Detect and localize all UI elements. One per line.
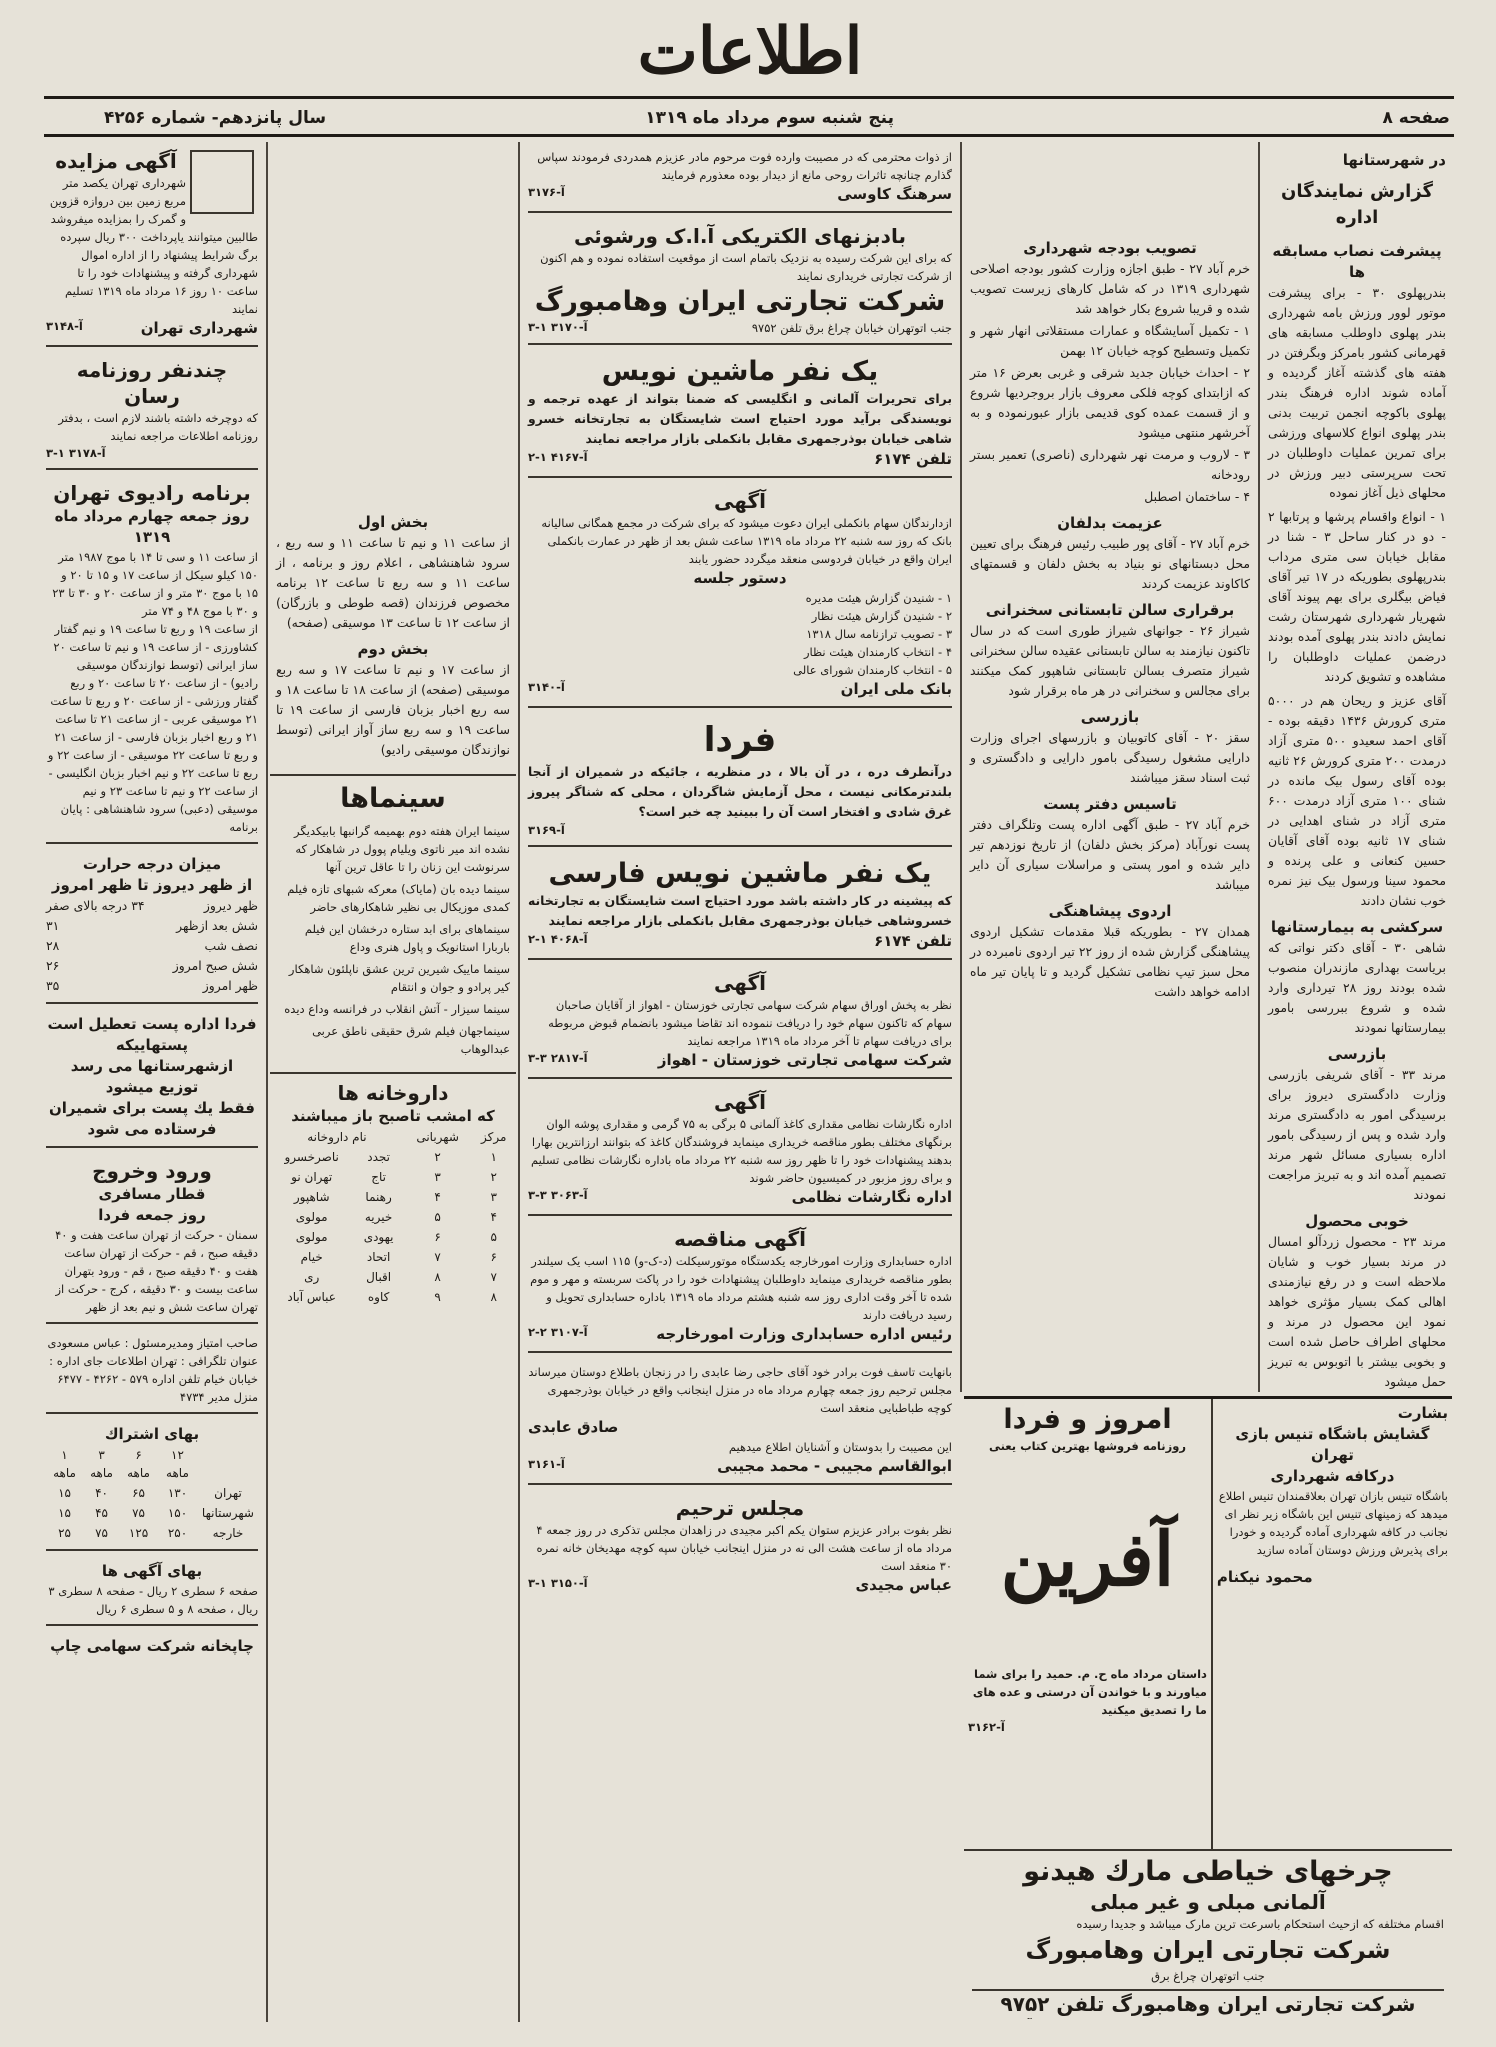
table-cell: ۷ xyxy=(434,1250,441,1264)
book-ad-ref: آ-۳۱۶۲ xyxy=(968,1720,1005,1734)
column-regional-news xyxy=(1262,142,1452,1392)
table-cell: تهران نو xyxy=(291,1170,333,1184)
ad-khuzestan xyxy=(528,970,952,1079)
page-number: صفحه ۸ xyxy=(1382,108,1450,128)
ad-text: ازدارندگان سهام بانکملی ایران دعوت میشود که برای شرکت در مجمع همگانی سالیانه بانک که روز سه شنبه ۲۲ مرداد ماه ۱۳۱۹ ساعت شش بعد از ظهر در عمارت بانکملی ایران واقع در خیابان فردوسی منعقد میگردد حضور یابند xyxy=(541,516,952,566)
table-cell: ۴ xyxy=(434,1190,441,1204)
ad-ref: ۳-۱ ۳۱۷۰-آ xyxy=(528,320,588,334)
tennis-signature: محمود نیکنام xyxy=(1216,1568,1313,1586)
temperature-label: نصف شب xyxy=(204,938,258,953)
temperature-label: شش صبح امروز xyxy=(172,958,258,973)
temperature-row xyxy=(46,976,258,996)
table-cell: مولوی xyxy=(295,1230,328,1244)
travel-subtitle: روز جمعه فردا xyxy=(98,1206,206,1224)
temperature-box xyxy=(46,854,258,1004)
ad-ref: ۳-۳ ۲۸۱۷-آ xyxy=(528,1051,588,1065)
list-item: ۳ - لاروب و مرمت نهر شهرداری (ناصری) تعمیر بستر رودخانه xyxy=(970,447,1250,482)
table-cell: ۱۵۰ xyxy=(167,1506,188,1520)
ad-ref: ۲-۱ ۴۱۶۷-آ xyxy=(528,450,588,464)
radio-frequencies: از ساعت ۱۱ و سی تا ۱۴ با موج ۱۹۸۷ متر ۱۵۰ کیلو سیکل از ساعت ۱۷ و ۱۵ تا ۲۰ و ۱۵ با موج ۳۰ متر و از ساعت ۲۰ و ۳۰ تا ۲۳ و ۳۰ با موج ۴۸ و ۷۴ متر xyxy=(52,550,258,618)
ad-rates-title: بهای آگهی ها xyxy=(101,1562,203,1580)
table-cell: ۷۵ xyxy=(132,1506,145,1520)
ad-memorial xyxy=(528,1495,952,1602)
table-cell: ۱۵ xyxy=(58,1486,71,1500)
travel-title: ورود وخروج xyxy=(92,1159,212,1183)
newspaper-boys-notice xyxy=(46,357,258,470)
ad-ref: ۳۱۴۰-آ xyxy=(528,680,565,694)
article-text: سقز ۲۰ - آقای کاتوبیان و بازرسهای اجرای وزارت دارایی مشغول رسیدگی بامور دارایی و دادگستری و ثبت اسناد سقز میباشند xyxy=(970,730,1250,785)
temperature-value: ۳۱ xyxy=(46,918,60,933)
pharmacy-title: داروخانه ها xyxy=(270,1072,516,1106)
agenda-item: ۴ - انتخاب کارمندان هیئت نظار xyxy=(803,645,952,659)
agenda-item: ۵ - انتخاب کارمندان شورای عالی xyxy=(793,663,952,677)
ad-phone: تلفن ۶۱۷۴ xyxy=(874,932,952,950)
pharmacy-table xyxy=(270,1127,516,1307)
article-text: شاهی ۳۰ - آقای دکتر نواتی که بریاست بهداری مازندران منصوب شده بودند روز ۲۸ تیرداری وارد شده و شروع ببررسی بامور بیمارستانها نمودند xyxy=(1268,940,1446,1035)
table-header: نام داروخانه xyxy=(307,1130,367,1144)
table-cell: خیام xyxy=(300,1250,323,1264)
post-title: فردا اداره پست تعطیل است xyxy=(47,1015,257,1033)
table-cell: ۱۵ xyxy=(58,1506,71,1520)
ad-rates-text: صفحه ۶ سطری ۲ ریال - صفحه ۸ سطری ۳ ریال ، صفحه ۸ و ۵ سطری ۶ ریال xyxy=(48,1584,258,1616)
book-ad-title: امروز و فردا xyxy=(1003,1404,1172,1435)
subheading: بازرسی xyxy=(1327,1045,1387,1063)
column-notices xyxy=(40,142,264,2022)
travel-text: سمنان - حرکت از تهران ساعت هفت و ۴۰ دقیقه صبح ، قم - حرکت از تهران ساعت هفت و ۴۰ دقیقه صبح ، قم - ورود بتهران ساعت بیست و ۳۰ دقیقه ، کرج - حرکت از تهران ساعت شش و نیم بعد از ظهر xyxy=(55,1228,258,1314)
book-ad-subtitle: روزنامه فروشها بهترین کتاب یعنی xyxy=(988,1439,1186,1453)
notice-signature: سرهنگ کاوسی xyxy=(837,185,952,203)
temperature-value: ۲۶ xyxy=(46,958,60,973)
ad-text: برای تحریرات آلمانی و انگلیسی که ضمنا بتواند از عهده ترجمه و نویسندگی برآید مورد احتیاج است شایستگان به تجارتخانه خسرو شاهی خیابان بوذرجمهری مقابل بانکملی بازار مراجعه نمایند xyxy=(528,391,952,446)
subheading: عزیمت بدلفان xyxy=(1057,514,1163,532)
article-text: مرند ۳۳ - آقای شریفی بازرسی وزارت دادگستری دیروز برای برسیدگی امور به دادگستری مرند وارد شده و پس از رسیدگی بامور اداره بسیاری مسائل شهر مرند تصمیم آمده اند و به تبریز مراجعت نمودند xyxy=(1268,1067,1446,1202)
table-cell: ۳ xyxy=(434,1170,441,1184)
list-item: ۲ - احداث خیابان جدید شرقی و غربی بعرض ۱۶ متر که ازابتدای کوچه فلکی معروف بازار بروجردیها شروع و از قسمت عمده کوی قدیمی بازار عبورنموده و به آخرشهر منتهی میشود xyxy=(970,365,1250,440)
ad-tender xyxy=(528,1226,952,1353)
ad-text: درآنطرف دره ، در آن بالا ، در منظریه ، جائیکه در شمیران از آنجا بلندترمکانی نیست ، محل آزمایش شاگردان ، محلی که شناگر پیروز غرق شادی و افتخار است آن را ببینید چه خبر است؟ xyxy=(528,764,952,819)
table-header: ۱۲ ماهه xyxy=(166,1448,189,1480)
temperature-row xyxy=(46,896,258,916)
radio-text: از ساعت ۱۱ و نیم تا ساعت ۱۱ و سه ربع ، سرود شاهنشاهی ، اعلام روز و برنامه ، از ساعت ۱۱ و سه ربع تا ساعت ۱۲ برنامه مخصوص فرزندان (قصه طوطی و بازرگان) از ساعت ۱۲ تا ساعت ۱۳ موسیقی (صفحه) xyxy=(276,535,510,630)
issue-number: سال پانزدهم- شماره ۴۲۵۶ xyxy=(104,108,327,128)
sewing-text: اقسام مختلفه که ازحیث استحکام باسرعت ترین مارک میباشد و جدیدا رسیده xyxy=(1076,1917,1444,1931)
ad-signature: اداره نگارشات نظامی xyxy=(791,1188,952,1206)
column-advertisements xyxy=(522,142,958,2022)
table-row xyxy=(270,1287,516,1307)
ad-signature: ابوالقاسم مجیبی - محمد مجیبی xyxy=(717,1457,952,1475)
article-text: بندرپهلوی ۳۰ - برای پیشرفت موتور لوور ورزش بامه شهرداری بندر پهلوی داوطلب مسابقه های قهرمانی کشور بامرکز وبگرفتن در هفته های گذشته آغاز گردیده و آماده شوند اداره فرهنگ بندر پهلوی باکوچه انجمن تربیت بدنی بندر پهلوی انواع کلاسهای ورزشی برای تمرین عملیات داوطلبان در تحت سرپرستی دبیر ورزش در محلهای ذیل آغاز نموده xyxy=(1268,285,1446,500)
subscription-title: بهای اشتراك xyxy=(104,1425,200,1443)
book-ad-text: داستان مرداد ماه ح. م. حمید را برای شما میاورند و با خواندن آن درستی و عده های ما را تصدیق میکنید xyxy=(972,1667,1207,1717)
ad-subtitle: دستور جلسه xyxy=(693,569,787,587)
table-cell: خیریه xyxy=(364,1210,393,1224)
auction-notice xyxy=(46,148,258,347)
subheading: پیشرفت نصاب مسابقه ها xyxy=(1272,242,1442,281)
column-city-news xyxy=(964,142,1256,1392)
table-header: ۶ ماهه xyxy=(127,1448,150,1480)
ad-ref: آ-۳۱۶۱ xyxy=(528,1457,565,1471)
ad-tomorrow xyxy=(528,718,952,847)
table-cell: یهودی xyxy=(363,1230,394,1244)
table-cell: ناصرخسرو xyxy=(284,1150,339,1164)
ad-ref: آ-۳۱۶۹ xyxy=(528,823,565,837)
table-row xyxy=(46,1503,258,1523)
table-cell: ۸ xyxy=(434,1270,441,1284)
table-cell: تهران xyxy=(214,1486,242,1500)
table-cell: ۷ xyxy=(490,1270,497,1284)
cinema-item: سینما ماییک شیرین ترین عشق ناپلئون شاهکار کیر پرادو و جوان و انتقام xyxy=(288,962,510,994)
post-line: فرستاده می شود xyxy=(87,1120,217,1138)
notice-title: چندنفر روزنامه رسان xyxy=(76,358,228,408)
notice-signature: شهرداری تهران xyxy=(140,319,258,337)
temperature-row xyxy=(46,916,258,936)
article-text: همدان ۲۷ - بطوریکه قبلا مقدمات تشکیل اردوی پیشاهنگی گزارش شده از روز ۲۲ تیر اردوی نامبرده در محل سبز تیپ نظامی تشکیل گردید و تا پایان تیر ماه ادامه خواهد داشت xyxy=(970,924,1250,999)
masthead-rule xyxy=(44,96,1454,99)
travel-box xyxy=(46,1158,258,1324)
masthead-title: اطلاعات xyxy=(637,14,863,89)
table-cell: ۴۵ xyxy=(95,1506,108,1520)
subheading: تصویب بودجه شهرداری xyxy=(1023,239,1197,257)
ad-text: این مصیبت را بدوستان و آشنایان اطلاع میدهیم xyxy=(728,1440,952,1454)
ad-rates-box xyxy=(46,1561,258,1626)
cinema-item: سینما سیزار - آتش انقلاب در فرانسه وداع دیده xyxy=(284,1002,510,1016)
sewing-address: جنب اتوتهران چراغ برق xyxy=(1151,1969,1265,1983)
table-row xyxy=(270,1267,516,1287)
tennis-subtitle: درکافه شهرداری xyxy=(1270,1467,1395,1485)
subheading: تاسیس دفتر پست xyxy=(1043,795,1177,813)
ad-text: اداره حسابداری وزارت امورخارجه یکدستگاه موتورسیکلت (د-ک-و) ۱۱۵ اسب یک سیلندر بطور مناقصه خریداری مینماید داوطلبان پیشنهادات خود را در پاکت سربسته و مهر و موم شده تا آخر وقت اداری روز سه شنبه هشتم مرداد ماه ۱۳۱۹ باداره حسابداری تحویل و رسید دریافت دارند xyxy=(530,1254,952,1322)
footer-ref xyxy=(972,2017,1444,2019)
column-divider xyxy=(266,142,268,2022)
article-text: خرم آباد ۲۷ - طبق آگهی اداره پست وتلگراف دفتر پست نورآباد (مرکز بخش دلفان) از تاریخ نوزدهم تیر دایر شده و امور پستی و مراسلات سیاری آن دایر میباشد xyxy=(970,817,1250,892)
list-item: ۴ - ساختمان اصطبل xyxy=(1144,489,1250,504)
headline: گزارش نمایندگان اداره xyxy=(1281,181,1433,228)
temperature-title: میزان درجه حرارت xyxy=(82,855,222,873)
ad-title: بادبزنهای الکتریکی آ.ا.ک ورشوئی xyxy=(574,224,906,248)
subheading: بخش اول xyxy=(357,513,429,531)
table-cell: ۴ xyxy=(490,1210,497,1224)
table-cell: ۱۳۰ xyxy=(167,1486,188,1500)
agenda-item: ۱ - شنیدن گزارش هیئت مدیره xyxy=(805,591,952,605)
table-row xyxy=(270,1167,516,1187)
article-text: شیراز ۲۶ - جوانهای شیراز طوری است که در سال تاکنون نیازمند به سالن تابستانی عقیده سالن سخنرانی شیراز متصرف بسالن تابستانی شاهپور کمک میکنند برای مجالس و سخنرانی در هر ماه برقرار شود xyxy=(970,623,1250,698)
list-item: ۱ - تکمیل آسایشگاه و عمارات مستقلاتی انهار شهر و تکمیل وتسطیح کوچه خیابان ۱۲ بهمن xyxy=(970,323,1250,358)
post-subtitle: پستهاییکه xyxy=(115,1036,189,1054)
subheading: برقراری سالن تابستانی سخنرانی xyxy=(985,601,1235,619)
table-cell: ۹ xyxy=(434,1290,441,1304)
notice-ref: ۳-۱ ۳۱۷۸-آ xyxy=(46,446,106,460)
table-cell: ری xyxy=(304,1270,320,1284)
ad-text: نظر به پخش اوراق سهام شرکت سهامی تجارتی خوزستان - اهواز از آقایان صاحبان سهام که تاکنون سهام خود را دریافت ننموده اند تقاضا میشود بانضمام قبوض مربوطه برای دریافت سهام تا آخر مرداد ماه ۱۳۱۹ مراجعه نمایند xyxy=(548,998,952,1048)
notice-text: شهرداری تهران یکصد متر مربع زمین بین دروازه قزوین و گمرک را بمزایده میفروشد طالبین میتوانند یاپرداخت ۳۰۰ ریال سپرده برگ شرایط پیشنهاد را از اداره اموال شهرداری گرفته و پیشنهادات خود را تا ساعت ۱۰ روز ۱۶ مرداد ماه ۱۳۱۹ تسلیم نمایند xyxy=(49,176,258,316)
table-cell: ۶ xyxy=(490,1250,497,1264)
notice-ref: آ-۳۱۴۸ xyxy=(46,319,83,333)
table-cell: ۵ xyxy=(490,1230,497,1244)
ad-title: آگهی xyxy=(714,489,766,513)
book-ad xyxy=(964,1399,1211,1849)
table-cell: ۷۵ xyxy=(95,1526,108,1540)
post-line: ازشهرستانها می رسد xyxy=(70,1057,234,1075)
radio-schedule: از ساعت ۱۹ و ربع تا ساعت ۱۹ و نیم گفتار کشاورزی - از ساعت ۱۹ و نیم تا ساعت ۲۰ ساز ایرانی (توسط نوازندگان موسیقی رادیو) - از ساعت ۲۰ تا ساعت ۲۰ و ربع گفتار ورزشی - از ساعت ۲۰ و ربع تا ساعت ۲۱ موسیقی عربی - از ساعت ۲۱ تا ساعت ۲۱ و ربع اخبار بزبان فارسی - از ساعت ۲۱ و ربع تا ساعت ۲۲ موسیقی - از ساعت ۲۲ و ربع تا ساعت ۲۲ و نیم اخبار بزبان انگلیسی - از ساعت ۲۲ و نیم تا ساعت ۲۳ و نیم موسیقی (دعبی) سرود شاهنشاهی : پایان برنامه xyxy=(47,622,258,834)
book-title: آفرین xyxy=(1000,1517,1175,1603)
table-cell: ۱ xyxy=(490,1150,497,1164)
article-text: خرم آباد ۲۷ - آقای پور طبیب رئیس فرهنگ برای تعیین محل دبستانهای نو بنیاد به بخش دلفان و قسمتهای کاکاوند عزیمت کردند xyxy=(970,536,1250,591)
pharmacy-subtitle: که امشب تاصبح باز میباشند xyxy=(291,1107,495,1125)
temperature-row xyxy=(46,936,258,956)
temperature-value: ۳۴ درجه بالای صفر xyxy=(46,898,145,913)
subscription-table xyxy=(46,1445,258,1543)
notice-condolence xyxy=(528,148,952,213)
notice-ref: آ-۳۱۷۶ xyxy=(528,185,565,199)
table-cell: عباس آباد xyxy=(287,1290,336,1304)
column-divider xyxy=(518,142,520,2022)
radio-program xyxy=(46,480,258,844)
cinema-item: سینماجهان فیلم شرق حقیقی ناطق عربی عبدالوهاب xyxy=(312,1024,510,1056)
table-row xyxy=(46,1483,258,1503)
sewing-machine-ad xyxy=(964,1851,1452,2019)
table-cell: ۲ xyxy=(434,1150,441,1164)
cinema-item: سینماهای برای ابد ستاره درخشان این فیلم باربارا استانویک و پاول هنری وداع xyxy=(304,922,510,954)
dateline xyxy=(44,104,1454,134)
post-notice xyxy=(46,1014,258,1148)
ad-text: نظر بفوت برادر عزیزم ستوان یکم اکبر مجیدی در زاهدان مجلس تذکری در روز جمعه ۴ مرداد ماه از ساعت هشت الی نه در منزل اینجانب خیابان سپه کوچه مهدیخان خانه نمره ۳۰ منعقد است xyxy=(536,1523,952,1573)
article-text: خرم آباد ۲۷ - طبق اجازه وزارت کشور بودجه اصلاحی شهرداری ۱۳۱۹ در که شامل کارهای زیرست تصویب شده و قریبا شروع بکار خواهد شد xyxy=(970,261,1251,316)
ad-ref: ۳-۱ ۳۱۵۰-آ xyxy=(528,1576,588,1590)
column-divider xyxy=(1258,142,1260,1392)
table-cell: شهرستانها xyxy=(201,1506,254,1520)
subscription-box xyxy=(46,1424,258,1551)
footer-company: شرکت تجارتی ایران وهامبورگ تلفن ۹۷۵۲ xyxy=(972,1989,1444,2017)
table-cell: ۱۲۵ xyxy=(128,1526,149,1540)
ad-persian-typist xyxy=(528,857,952,960)
notice-title: آگهی مزایده xyxy=(55,149,177,173)
tennis-text: باشگاه تنیس بازان تهران بعلاقمندان تنیس اطلاع میدهد که زمینهای تنیس این باشگاه زیر نظر ای نجانب در کافه شهرداری آماده گردیده و خودرا برای پذیرش ورزش دوستان آماده سازید xyxy=(1218,1489,1448,1557)
ad-title: یک نفر ماشین نویس xyxy=(601,356,879,387)
cinema-title: سینماها xyxy=(270,774,516,816)
article-text: مرند ۲۳ - محصول زردآلو امسال در مرند بسیار خوب و شایان ملاحظه است و در رفع نیازمندی اهالی کمک بسیار مؤثری خواهد نمود این محصول در مرند و محلهای اطراف حاصل شده است و بخوبی بیشتر با اتوبوس به تبریز حمل میشود xyxy=(1268,1234,1446,1389)
table-row xyxy=(270,1227,516,1247)
travel-subtitle: قطار مسافری xyxy=(98,1185,206,1203)
temperature-value: ۳۵ xyxy=(46,978,60,993)
table-row xyxy=(270,1207,516,1227)
table-cell: تجدد xyxy=(367,1150,390,1164)
table-cell: تاج xyxy=(371,1170,386,1184)
table-header: شهربانی xyxy=(416,1130,459,1144)
table-cell: ۸ xyxy=(490,1290,497,1304)
ad-text: بانهایت تاسف فوت برادر خود آقای حاجی رضا عابدی را در زنجان باطلاع دوستان میرساند مجلس ترحیم روز جمعه چهارم مرداد ماه در منزل اینجانب واقع در خیابان بوذرجمهری کوچه طباطبایی منعقد است xyxy=(528,1365,952,1415)
ad-ref: ۲-۱ ۴۰۶۸-آ xyxy=(528,932,588,946)
table-cell: ۵ xyxy=(434,1210,441,1224)
table-row xyxy=(270,1147,516,1167)
table-cell: ۳ xyxy=(490,1190,497,1204)
table-row xyxy=(270,1187,516,1207)
ad-condolence-abedi xyxy=(528,1363,952,1485)
temperature-label: شش بعد ازظهر xyxy=(176,918,258,933)
table-cell: خارجه xyxy=(212,1526,244,1540)
table-cell: کاوه xyxy=(367,1290,390,1304)
radio-text: از ساعت ۱۷ و نیم تا ساعت ۱۷ و سه ربع موسیقی (صفحه) از ساعت ۱۸ تا ساعت ۱۸ و سه ربع اخبار بزبان فارسی از ساعت ۱۹ تا ساعت ۱۹ و سه ربع ساز آواز ایرانی (توسط نوازندگان موسیقی رادیو) xyxy=(276,662,511,757)
temperature-row xyxy=(46,956,258,976)
subheading: خوبی محصول xyxy=(1305,1212,1409,1230)
ad-ref: ۳-۳ ۳۰۶۳-آ xyxy=(528,1188,588,1202)
subheading: بخش دوم xyxy=(357,640,429,658)
table-cell: ۴۰ xyxy=(95,1486,108,1500)
agenda-item: ۲ - شنیدن گزارش هیئت نظار xyxy=(811,609,952,623)
table-cell: ۲ xyxy=(490,1170,497,1184)
ad-text: اداره نگارشات نظامی مقداری کاغذ آلمانی ۵ برگی به ۷۵ گرمی و مقداری پوشه الوان برنگهای مختلف بطور مناقصه خریداری مینماید فروشندگان کاغذ که بتوانند ارزانترین بهارا بدهند پیشنهادات خود را تا ظهر روز سه شنبه ۲۲ مرداد ماه باداره نگارشات نظامی تسلیم و برای روز مزبور در کمیسیون حاضر شوند xyxy=(530,1117,952,1185)
table-row xyxy=(270,1247,516,1267)
ad-signature: صادق عابدی xyxy=(528,1418,619,1436)
subheading: اردوی پیشاهنگی xyxy=(1048,902,1172,920)
ad-title: فردا xyxy=(703,720,777,760)
tennis-notice xyxy=(1211,1399,1452,1849)
table-cell: رهنما xyxy=(365,1190,392,1204)
table-cell: ۲۵۰ xyxy=(167,1526,188,1540)
ad-address: جنب اتوتهران خیابان چراغ برق تلفن ۹۷۵۲ xyxy=(751,321,952,335)
notice-text: از ذوات محترمی که در مصیبت وارده فوت مرحوم مادر عزیزم همدردی فرمودند سپاس گذارم چنانچه تاثرات روحی مانع از دیدار بوده معذورم فرمایند xyxy=(537,150,952,182)
table-row xyxy=(46,1523,258,1543)
table-cell: ۲۵ xyxy=(58,1526,71,1540)
sewing-title: چرخهای خیاطی مارك هیدنو xyxy=(1023,1856,1393,1887)
ad-company: شرکت تجارتی ایران وهامبورگ xyxy=(534,286,946,317)
ad-typist xyxy=(528,355,952,478)
ad-text: که پیشینه در کار داشته باشد مورد احتیاج است شایستگان به تجارتخانه خسروشاهی خیابان بوذرجمهری مقابل بانکملی بازار مراجعه نمایند xyxy=(528,893,952,928)
sewing-company: شرکت تجارتی ایران وهامبورگ xyxy=(1025,1936,1391,1964)
article-text: آقای عزیز و ریحان هم در ۵۰۰۰ متری کرورش ۱۴۳۶ دقیقه بوده - آقای احمد سعیدو ۵۰۰ متری آزاد درمدت ۲۰۰ متری کرورش ۲۶ ثانیه بوده آقای رسول بیک مانده در شنای ۱۰۰ متری آزاد درمدت ۶۰۰ متری آزاد در شنای اهدایی در شنای ۱۷ ثانیه بوده آقای آقایان حسین کنعانی و علی پرنده و محمود سینا ورسول بیک نیز نمره خوب نشان دادند xyxy=(1268,693,1447,908)
table-cell: اتحاد xyxy=(366,1250,391,1264)
table-cell: ۶۵ xyxy=(132,1486,145,1500)
municipal-seal-icon xyxy=(190,150,254,214)
table-cell: اقبال xyxy=(366,1270,392,1284)
ad-signature: رئیس اداره حسابداری وزارت امورخارجه xyxy=(656,1325,952,1343)
ad-text: که برای این شرکت رسیده به نزدیک باتمام است از موقعیت استفاده نموده و هم اکنون از شرکت تجارتی خریداری نمایند xyxy=(540,251,952,283)
notice-text: که دوچرخه داشته باشند لازم است ، بدفتر روزنامه اطلاعات مراجعه نمایند xyxy=(58,411,258,443)
publisher-info xyxy=(46,1334,258,1414)
ad-title: مجلس ترحیم xyxy=(675,1496,805,1520)
table-header: ۱ ماهه xyxy=(53,1448,76,1480)
tennis-title: بشارت xyxy=(1397,1404,1448,1422)
ad-title: آگهی xyxy=(714,971,766,995)
column-radio-cinema xyxy=(270,142,516,2022)
printer-name: چاپخانه شرکت سهامی چاپ xyxy=(50,1637,254,1655)
section-title: در شهرستانها xyxy=(1342,151,1446,169)
ad-fans xyxy=(528,223,952,345)
table-header: ۳ ماهه xyxy=(90,1448,113,1480)
article-text: ۱ - انواع واقسام پرشها و پرتابها ۲ - دو در کنار ساحل ۳ - شنا در مقابل خیابان سی متری مرداب بندرپهلوی بطوریکه در ۱۷ تیر آقای فیاض بیگلری برای بهم پیوند آقای شهریار شهرداری شهرستان رشت نمایش دادند بندر پهلوی آمده بودند درضمن عملیات داوطلبان را مشاهده و تشویق کردند xyxy=(1268,509,1447,684)
ad-military-paper xyxy=(528,1089,952,1216)
column-divider xyxy=(960,142,962,1392)
ad-phone: تلفن ۶۱۷۴ xyxy=(874,450,952,468)
ad-title: آگهی xyxy=(714,1090,766,1114)
table-cell: شاهپور xyxy=(293,1190,330,1204)
table-header: مرکز xyxy=(481,1130,507,1144)
temperature-subtitle: از ظهر دیروز تا ظهر امروز xyxy=(51,876,253,894)
subheading: بازرسی xyxy=(1080,708,1140,726)
ad-title: یک نفر ماشین نویس فارسی xyxy=(548,858,932,889)
bottom-ads xyxy=(964,1396,1452,2019)
ad-signature: شرکت سهامی تجارتی خوزستان - اهواز xyxy=(657,1051,952,1069)
post-line: توزیع میشود xyxy=(105,1078,199,1096)
ad-ref: ۲-۲ ۳۱۰۷-آ xyxy=(528,1325,588,1339)
radio-subtitle: روز جمعه چهارم مرداد ماه ۱۳۱۹ xyxy=(54,507,250,546)
tennis-subtitle: گشایش باشگاه تنیس بازی تهران xyxy=(1235,1425,1430,1464)
ad-title: آگهی مناقصه xyxy=(674,1227,806,1251)
cinema-item: سینما دیده بان (مایاک) معرکه شبهای تازه فیلم کمدی موزیکال بی نظیر شاهکارهای حاضر xyxy=(287,882,510,914)
table-cell: مولوی xyxy=(295,1210,328,1224)
post-line: فقط یك پست برای شمیران xyxy=(48,1099,255,1117)
agenda-item: ۳ - تصویب ترازنامه سال ۱۳۱۸ xyxy=(806,627,952,641)
ad-signature: عباس مجیدی xyxy=(855,1576,952,1594)
publisher-text: صاحب امتیاز ومدیرمسئول : عباس مسعودی عنوان تلگرافی : تهران اطلاعات جای اداره : خیابان خیام تلفن اداره ۵۷۹ - ۴۲۶۲ - ۶۴۷۷ منزل مدیر ۴۷۳۴ xyxy=(47,1336,258,1404)
table-cell: ۶ xyxy=(434,1230,441,1244)
sewing-subtitle: آلمانی مبلی و غیر مبلی xyxy=(1090,1890,1326,1914)
radio-title: برنامه رادیوی تهران xyxy=(53,481,251,505)
temperature-value: ۲۸ xyxy=(46,938,60,953)
issue-date: پنج شنبه سوم مرداد ماه ۱۳۱۹ xyxy=(645,108,894,128)
subheading: سرکشی به بیمارستانها xyxy=(1270,918,1444,936)
temperature-label: ظهر امروز xyxy=(202,978,258,993)
ad-bank-meeting xyxy=(528,488,952,708)
dateline-rule xyxy=(44,134,1454,137)
ad-signature: بانک ملی ایران xyxy=(840,680,952,698)
cinema-item: سینما ایران هفته دوم بهمیمه گرانبها بابیکدیگر نشده اند میر ناتوی ویلیام پوول در شاهکار که سرنوشت این زنان را تا عاقل ترین آنها xyxy=(294,824,510,874)
temperature-label: ظهر دیروز xyxy=(203,898,258,913)
